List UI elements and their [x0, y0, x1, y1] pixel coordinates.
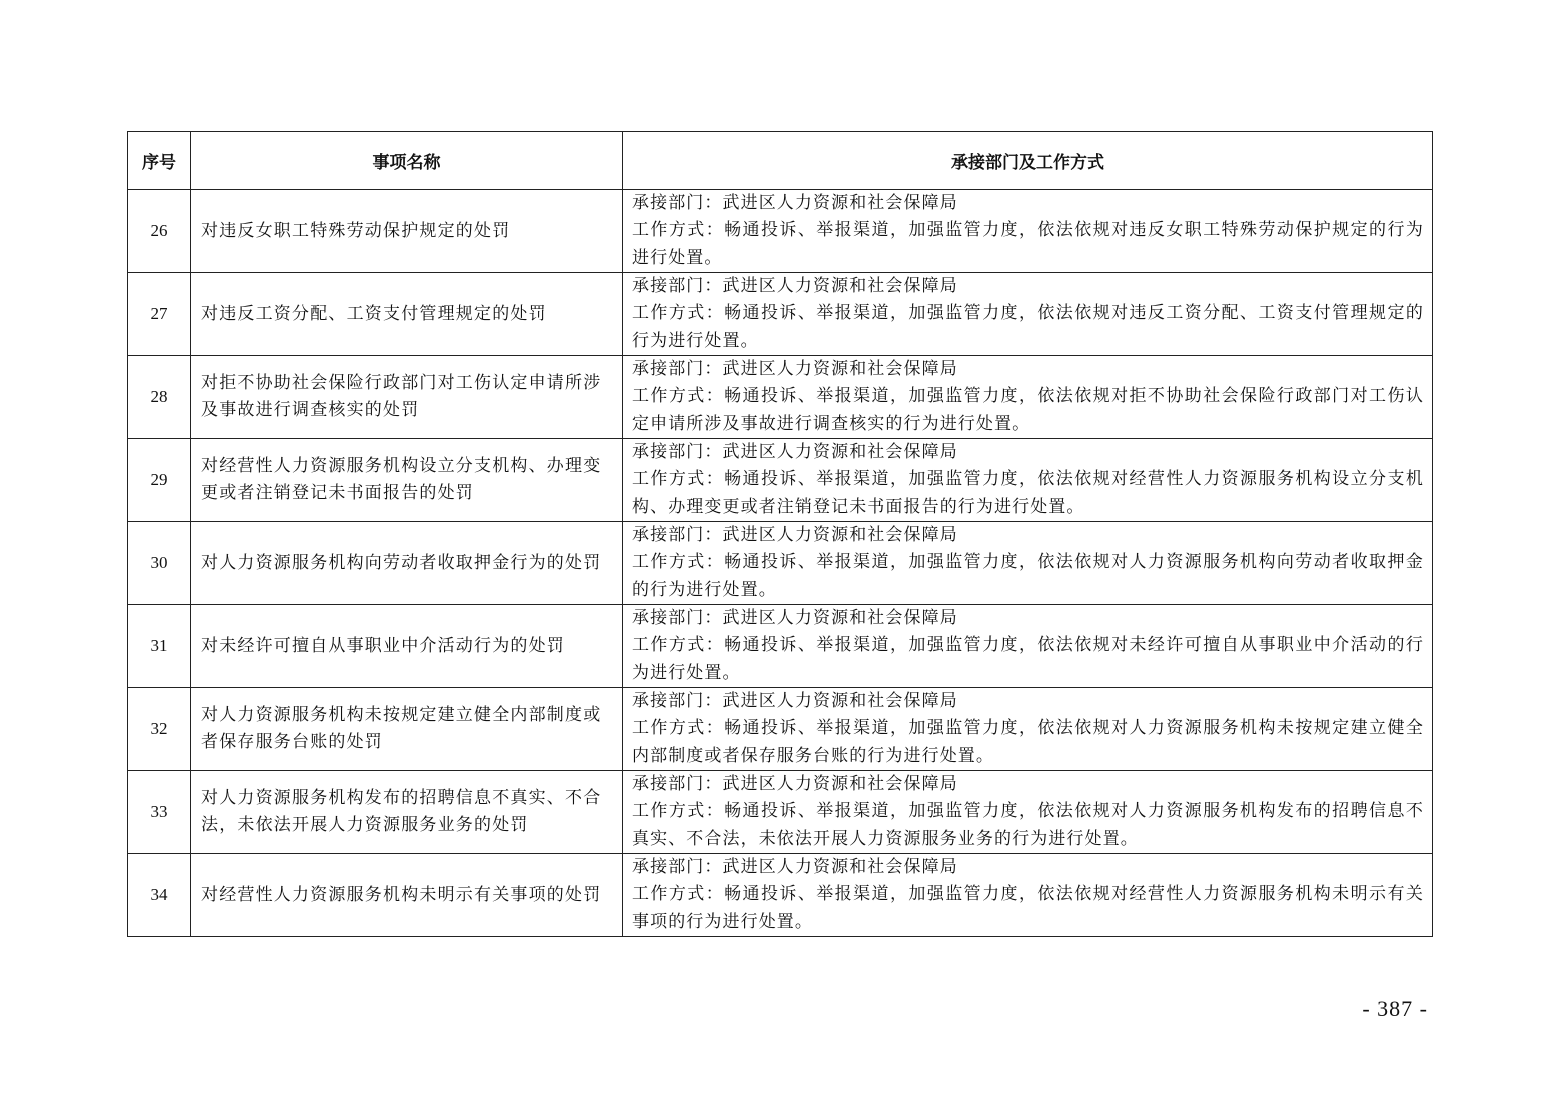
- serial-number-cell: 31: [128, 605, 191, 688]
- item-name-cell: 对未经许可擅自从事职业中介活动行为的处罚: [191, 605, 623, 688]
- serial-number-cell: 27: [128, 273, 191, 356]
- table-row: [128, 522, 1433, 605]
- department-line: 承接部门：武进区人力资源和社会保障局: [632, 359, 958, 380]
- department-method-cell: [623, 771, 1433, 854]
- department-line: 承接部门：武进区人力资源和社会保障局: [632, 276, 958, 297]
- department-method-cell: [623, 190, 1433, 273]
- department-line: 承接部门：武进区人力资源和社会保障局: [632, 774, 958, 795]
- item-name-cell: 对人力资源服务机构向劳动者收取押金行为的处罚: [191, 522, 623, 605]
- table-row: [128, 688, 1433, 771]
- header-department-and-method: 承接部门及工作方式: [623, 132, 1433, 190]
- serial-number-cell: 33: [128, 771, 191, 854]
- serial-number-cell: 26: [128, 190, 191, 273]
- department-method-cell: [623, 605, 1433, 688]
- method-line: 工作方式：畅通投诉、举报渠道，加强监管力度，依法依规对违反工资分配、工资支付管理规定的行为进行处置。: [632, 303, 1424, 351]
- department-line: 承接部门：武进区人力资源和社会保障局: [632, 857, 958, 878]
- serial-number-cell: 32: [128, 688, 191, 771]
- department-line: 承接部门：武进区人力资源和社会保障局: [632, 193, 958, 214]
- item-name-cell: 对人力资源服务机构未按规定建立健全内部制度或者保存服务台账的处罚: [191, 688, 623, 771]
- table-body: [128, 190, 1433, 937]
- item-name-cell: 对经营性人力资源服务机构未明示有关事项的处罚: [191, 854, 623, 937]
- page-number: - 387 -: [1362, 996, 1428, 1021]
- serial-number-cell: 29: [128, 439, 191, 522]
- table-row: [128, 273, 1433, 356]
- item-name-cell: 对人力资源服务机构发布的招聘信息不真实、不合法，未依法开展人力资源服务业务的处罚: [191, 771, 623, 854]
- department-line: 承接部门：武进区人力资源和社会保障局: [632, 442, 958, 463]
- method-line: 工作方式：畅通投诉、举报渠道，加强监管力度，依法依规对人力资源服务机构未按规定建立健全内部制度或者保存服务台账的行为进行处置。: [632, 718, 1424, 766]
- item-name-cell: 对违反女职工特殊劳动保护规定的处罚: [191, 190, 623, 273]
- method-line: 工作方式：畅通投诉、举报渠道，加强监管力度，依法依规对违反女职工特殊劳动保护规定的行为进行处置。: [632, 220, 1424, 268]
- method-line: 工作方式：畅通投诉、举报渠道，加强监管力度，依法依规对人力资源服务机构发布的招聘信息不真实、不合法，未依法开展人力资源服务业务的行为进行处置。: [632, 801, 1424, 849]
- table-row: [128, 439, 1433, 522]
- method-line: 工作方式：畅通投诉、举报渠道，加强监管力度，依法依规对未经许可擅自从事职业中介活动的行为进行处置。: [632, 635, 1424, 683]
- method-line: 工作方式：畅通投诉、举报渠道，加强监管力度，依法依规对经营性人力资源服务机构未明示有关事项的行为进行处置。: [632, 884, 1424, 932]
- table-row: [128, 190, 1433, 273]
- items-table: [127, 131, 1433, 937]
- table-header-row: [128, 132, 1433, 190]
- table-row: [128, 356, 1433, 439]
- item-name-cell: 对拒不协助社会保险行政部门对工伤认定申请所涉及事故进行调查核实的处罚: [191, 356, 623, 439]
- department-method-cell: [623, 273, 1433, 356]
- table-row: [128, 854, 1433, 937]
- serial-number-cell: 28: [128, 356, 191, 439]
- department-line: 承接部门：武进区人力资源和社会保障局: [632, 608, 958, 629]
- item-name-cell: 对违反工资分配、工资支付管理规定的处罚: [191, 273, 623, 356]
- serial-number-cell: 30: [128, 522, 191, 605]
- department-line: 承接部门：武进区人力资源和社会保障局: [632, 525, 958, 546]
- department-method-cell: [623, 522, 1433, 605]
- method-line: 工作方式：畅通投诉、举报渠道，加强监管力度，依法依规对经营性人力资源服务机构设立分支机构、办理变更或者注销登记未书面报告的行为进行处置。: [632, 469, 1424, 517]
- method-line: 工作方式：畅通投诉、举报渠道，加强监管力度，依法依规对拒不协助社会保险行政部门对工伤认定申请所涉及事故进行调查核实的行为进行处置。: [632, 386, 1424, 434]
- department-method-cell: [623, 688, 1433, 771]
- department-method-cell: [623, 356, 1433, 439]
- serial-number-cell: 34: [128, 854, 191, 937]
- department-method-cell: [623, 439, 1433, 522]
- department-method-cell: [623, 854, 1433, 937]
- department-line: 承接部门：武进区人力资源和社会保障局: [632, 691, 958, 712]
- table-row: [128, 605, 1433, 688]
- method-line: 工作方式：畅通投诉、举报渠道，加强监管力度，依法依规对人力资源服务机构向劳动者收取押金的行为进行处置。: [632, 552, 1424, 600]
- header-serial-number: 序号: [128, 132, 191, 190]
- item-name-cell: 对经营性人力资源服务机构设立分支机构、办理变更或者注销登记未书面报告的处罚: [191, 439, 623, 522]
- table-row: [128, 771, 1433, 854]
- header-item-name: 事项名称: [191, 132, 623, 190]
